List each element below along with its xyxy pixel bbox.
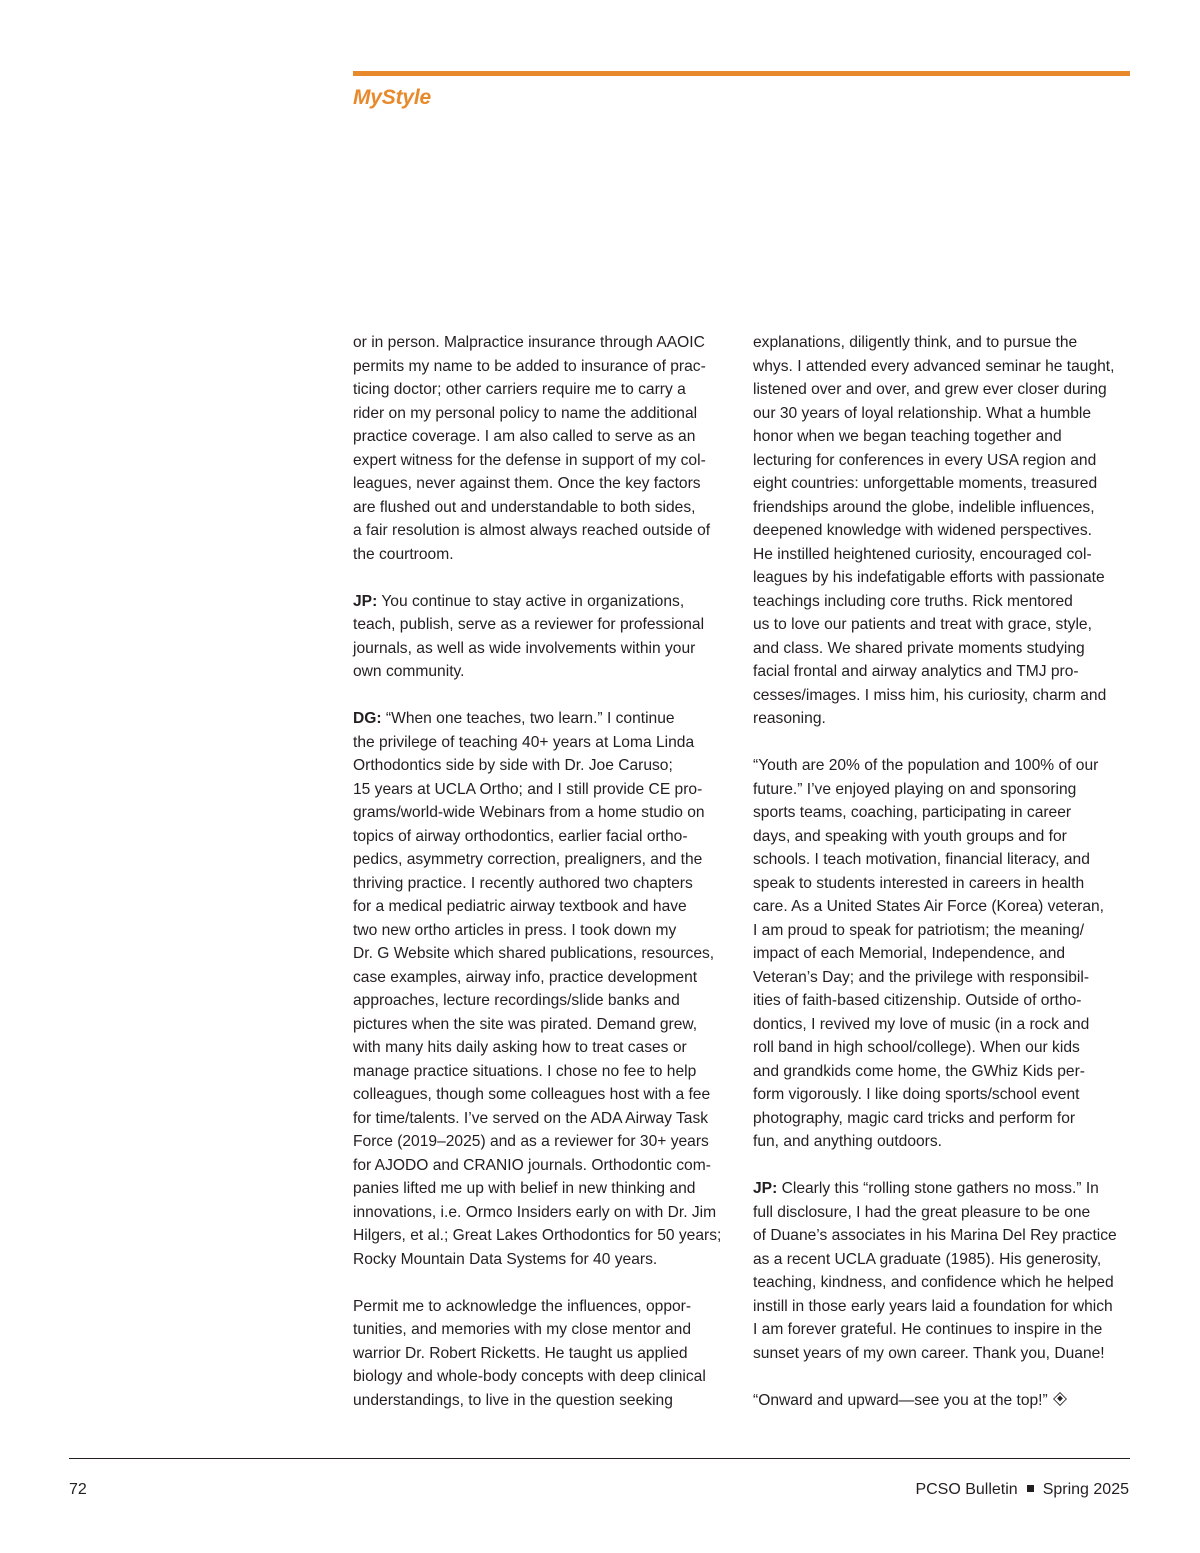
header-rule: [353, 71, 1130, 76]
line-text: impact of each Memorial, Independence, and: [753, 945, 1066, 962]
line-text: for time/talents. I’ve served on the ADA Airway Task: [353, 1109, 709, 1127]
text-line: [353, 472, 731, 496]
line-text: He instilled heightened curiosity, encouraged col-: [753, 545, 1092, 563]
line-text: tunities, and memories with my close mentor and: [353, 1321, 692, 1338]
line-text: facial frontal and airway analytics and TMJ pro-: [753, 663, 1079, 680]
paragraph-gap: [353, 684, 731, 708]
line-text: understandings, to live in the question seeking: [353, 1391, 673, 1409]
line-text: Permit me to acknowledge the influences, oppor-: [353, 1297, 692, 1315]
text-line: [353, 1248, 731, 1272]
publication-name: PCSO Bulletin: [915, 1481, 1018, 1498]
line-text: Orthodontics side by side with Dr. Joe Caruso;: [353, 757, 673, 774]
paragraph-gap: [753, 731, 1133, 755]
line-text: permits my name to be added to insurance of prac-: [353, 357, 706, 375]
text-line: [753, 378, 1133, 402]
text-line: [753, 1224, 1133, 1248]
line-text: I am forever grateful. He continues to inspire in the: [753, 1321, 1103, 1338]
page-number: 72: [69, 1481, 87, 1498]
text-line: [753, 543, 1133, 567]
line-text: honor when we began teaching together and: [753, 428, 1062, 445]
text-line: [353, 1130, 731, 1154]
text-line: [353, 1389, 731, 1413]
line-text: lecturing for conferences in every USA region and: [753, 451, 1097, 469]
text-line: [353, 355, 731, 379]
line-text: 15 years at UCLA Ortho; and I still provide CE pro-: [353, 780, 703, 798]
line-text: our 30 years of loyal relationship. What a humble: [753, 404, 1092, 422]
text-line: [353, 872, 731, 896]
text-line: [753, 637, 1133, 661]
footer-publication: [915, 1481, 1129, 1499]
text-line: [753, 496, 1133, 520]
line-text: own community.: [353, 663, 465, 680]
text-line: [353, 1365, 731, 1389]
text-line: [353, 731, 731, 755]
line-text: days, and speaking with youth groups and for: [753, 827, 1067, 845]
text-line: [753, 1177, 1133, 1201]
line-text: the courtroom.: [353, 545, 454, 563]
line-text: thriving practice. I recently authored two chapters: [353, 874, 693, 892]
line-text: expert witness for the defense in support of my col-: [353, 451, 706, 469]
line-text: and grandkids come home, the GWhiz Kids per-: [753, 1062, 1085, 1080]
issue-date: Spring 2025: [1042, 1481, 1129, 1498]
line-text: Force (2019–2025) and as a reviewer for 30+ years: [353, 1133, 709, 1150]
line-text: Dr. G Website which shared publications, resources,: [353, 945, 715, 962]
text-line: [353, 1342, 731, 1366]
end-mark-icon: [1053, 1392, 1067, 1406]
line-text: rider on my personal policy to name the additional: [353, 404, 698, 422]
text-line: [753, 801, 1133, 825]
text-line: [753, 519, 1133, 543]
text-line: [753, 1342, 1133, 1366]
line-text: a fair resolution is almost always reached outside of: [353, 522, 711, 539]
line-text: of Duane’s associates in his Marina Del Rey practice: [753, 1227, 1117, 1244]
line-text: leagues, never against them. Once the key factors: [353, 475, 701, 492]
paragraph-gap: [353, 566, 731, 590]
line-text: ticing doctor; other carriers require me to carry a: [353, 381, 686, 398]
line-text: whys. I attended every advanced seminar he taught,: [753, 357, 1115, 375]
line-text: teach, publish, serve as a reviewer for professional: [353, 616, 705, 633]
text-line: [353, 590, 731, 614]
line-text: listened over and over, and grew ever closer during: [753, 381, 1107, 398]
line-text: pedics, asymmetry correction, prealigners, and the: [353, 851, 703, 868]
line-text: deepened knowledge with widened perspectives.: [753, 522, 1092, 539]
text-line: [353, 1295, 731, 1319]
text-line: [353, 942, 731, 966]
text-line: [753, 754, 1133, 778]
text-line: [353, 919, 731, 943]
line-text: Clearly this “rolling stone gathers no moss.” In: [777, 1180, 1099, 1197]
text-line: [753, 1295, 1133, 1319]
text-line: [353, 425, 731, 449]
text-line: [753, 684, 1133, 708]
line-text: or in person. Malpractice insurance through AAOIC: [353, 334, 705, 351]
line-text: instill in those early years laid a foundation for which: [753, 1297, 1113, 1315]
text-line: [753, 1013, 1133, 1037]
text-line: [353, 449, 731, 473]
text-line: [353, 848, 731, 872]
text-line: [353, 801, 731, 825]
text-line: [753, 778, 1133, 802]
line-text: roll band in high school/college). When our kids: [753, 1039, 1080, 1056]
line-text: eight countries: unforgettable moments, treasured: [753, 475, 1098, 492]
text-line: [353, 778, 731, 802]
text-line: [753, 425, 1133, 449]
separator-square-icon: [1027, 1485, 1034, 1492]
line-text: and class. We shared private moments studying: [753, 639, 1085, 657]
line-text: innovations, i.e. Ormco Insiders early on with Dr. Jim: [353, 1203, 717, 1221]
text-line: [753, 660, 1133, 684]
speaker-label: JP:: [753, 1180, 778, 1197]
line-text: colleagues, though some colleagues host with a fee: [353, 1086, 711, 1103]
text-line: [753, 1107, 1133, 1131]
text-line: [753, 355, 1133, 379]
article-column-right: [753, 331, 1133, 1412]
text-line: [753, 613, 1133, 637]
line-text: form vigorously. I like doing sports/school event: [753, 1086, 1080, 1103]
text-line: [353, 613, 731, 637]
footer-rule: [69, 1458, 1130, 1459]
text-line: [353, 1036, 731, 1060]
line-text: “When one teaches, two learn.” I continue: [381, 710, 675, 727]
text-line: [353, 895, 731, 919]
line-text: teachings including core truths. Rick mentored: [753, 592, 1073, 610]
text-line: [753, 566, 1133, 590]
text-line: [753, 825, 1133, 849]
text-line: [753, 989, 1133, 1013]
line-text: warrior Dr. Robert Ricketts. He taught us applied: [353, 1344, 688, 1362]
text-line: [353, 754, 731, 778]
text-line: [753, 1201, 1133, 1225]
line-text: friendships around the globe, indelible influences,: [753, 498, 1095, 516]
line-text: future.” I’ve enjoyed playing on and sponsoring: [753, 780, 1077, 798]
text-line: [353, 660, 731, 684]
line-text: grams/world-wide Webinars from a home studio on: [353, 804, 705, 821]
line-text: I am proud to speak for patriotism; the meaning/: [753, 921, 1085, 939]
line-text: You continue to stay active in organizations,: [377, 592, 685, 610]
text-line: [753, 1271, 1133, 1295]
line-text: “Onward and upward—see you at the top!”: [753, 1391, 1048, 1409]
text-line: [353, 543, 731, 567]
line-text: “Youth are 20% of the population and 100% of our: [753, 757, 1099, 774]
text-line: [353, 496, 731, 520]
line-text: biology and whole-body concepts with deep clinical: [353, 1368, 706, 1385]
line-text: full disclosure, I had the great pleasure to be one: [753, 1203, 1091, 1221]
text-line: [353, 1201, 731, 1225]
text-line: [753, 895, 1133, 919]
text-line: [353, 519, 731, 543]
text-line: [353, 1013, 731, 1037]
line-text: ities of faith-based citizenship. Outside of ortho-: [753, 992, 1082, 1009]
text-line: [353, 966, 731, 990]
line-text: as a recent UCLA graduate (1985). His generosity,: [753, 1250, 1102, 1268]
text-line: [753, 872, 1133, 896]
line-text: manage practice situations. I chose no fee to help: [353, 1062, 697, 1080]
text-line: [353, 1107, 731, 1131]
line-text: with many hits daily asking how to treat cases or: [353, 1039, 687, 1056]
line-text: two new ortho articles in press. I took down my: [353, 921, 677, 939]
line-text: dontics, I revived my love of music (in a rock and: [753, 1015, 1090, 1033]
text-line: [353, 707, 731, 731]
text-line: [753, 590, 1133, 614]
paragraph-gap: [753, 1365, 1133, 1389]
line-text: sports teams, coaching, participating in career: [753, 804, 1072, 821]
text-line: [353, 989, 731, 1013]
paragraph-gap: [353, 1271, 731, 1295]
text-line: [353, 1224, 731, 1248]
line-text: care. As a United States Air Force (Korea) veteran,: [753, 898, 1105, 915]
line-text: pictures when the site was pirated. Demand grew,: [353, 1015, 698, 1033]
text-line: [753, 472, 1133, 496]
line-text: photography, magic card tricks and perform for: [753, 1109, 1076, 1127]
text-line: [353, 1154, 731, 1178]
article-column-left: [353, 331, 731, 1412]
text-line: [353, 1177, 731, 1201]
text-line: [753, 966, 1133, 990]
text-line: [353, 1060, 731, 1084]
text-line: [353, 331, 731, 355]
line-text: speak to students interested in careers in health: [753, 874, 1085, 892]
text-line: [753, 1389, 1133, 1413]
speaker-label: DG:: [353, 710, 382, 727]
text-line: [353, 402, 731, 426]
line-text: cesses/images. I miss him, his curiosity, charm and: [753, 686, 1107, 704]
line-text: practice coverage. I am also called to serve as an: [353, 428, 696, 445]
text-line: [753, 449, 1133, 473]
line-text: reasoning.: [753, 710, 826, 727]
line-text: us to love our patients and treat with grace, style,: [753, 616, 1092, 633]
text-line: [753, 331, 1133, 355]
line-text: Rocky Mountain Data Systems for 40 years.: [353, 1250, 658, 1268]
text-line: [753, 848, 1133, 872]
text-line: [753, 1060, 1133, 1084]
line-text: are flushed out and understandable to both sides,: [353, 498, 696, 516]
line-text: case examples, airway info, practice development: [353, 968, 698, 986]
text-line: [753, 707, 1133, 731]
text-line: [753, 1318, 1133, 1342]
line-text: leagues by his indefatigable efforts with passionate: [753, 569, 1105, 586]
line-text: journals, as well as wide involvements within your: [353, 639, 696, 657]
line-text: for AJODO and CRANIO journals. Orthodontic com-: [353, 1156, 711, 1174]
text-line: [753, 1248, 1133, 1272]
section-title: MyStyle: [353, 86, 431, 109]
line-text: Hilgers, et al.; Great Lakes Orthodontics for 50 years;: [353, 1227, 722, 1244]
text-line: [753, 1130, 1133, 1154]
text-line: [753, 1036, 1133, 1060]
text-line: [753, 1083, 1133, 1107]
line-text: topics of airway orthodontics, earlier facial ortho-: [353, 827, 688, 845]
line-text: approaches, lecture recordings/slide banks and: [353, 992, 680, 1009]
text-line: [753, 402, 1133, 426]
line-text: sunset years of my own career. Thank you, Duane!: [753, 1344, 1105, 1362]
line-text: the privilege of teaching 40+ years at Loma Linda: [353, 733, 695, 751]
paragraph-gap: [753, 1154, 1133, 1178]
text-line: [753, 942, 1133, 966]
speaker-label: JP:: [353, 592, 378, 610]
text-line: [353, 1083, 731, 1107]
line-text: explanations, diligently think, and to pursue the: [753, 334, 1078, 351]
text-line: [353, 637, 731, 661]
line-text: for a medical pediatric airway textbook and have: [353, 898, 687, 915]
text-line: [353, 378, 731, 402]
text-line: [353, 1318, 731, 1342]
line-text: Veteran’s Day; and the privilege with responsibil-: [753, 968, 1090, 986]
line-text: schools. I teach motivation, financial literacy, and: [753, 851, 1090, 868]
text-line: [753, 919, 1133, 943]
line-text: fun, and anything outdoors.: [753, 1133, 942, 1150]
line-text: panies lifted me up with belief in new thinking and: [353, 1180, 696, 1197]
text-line: [353, 825, 731, 849]
line-text: teaching, kindness, and confidence which he helped: [753, 1274, 1114, 1291]
